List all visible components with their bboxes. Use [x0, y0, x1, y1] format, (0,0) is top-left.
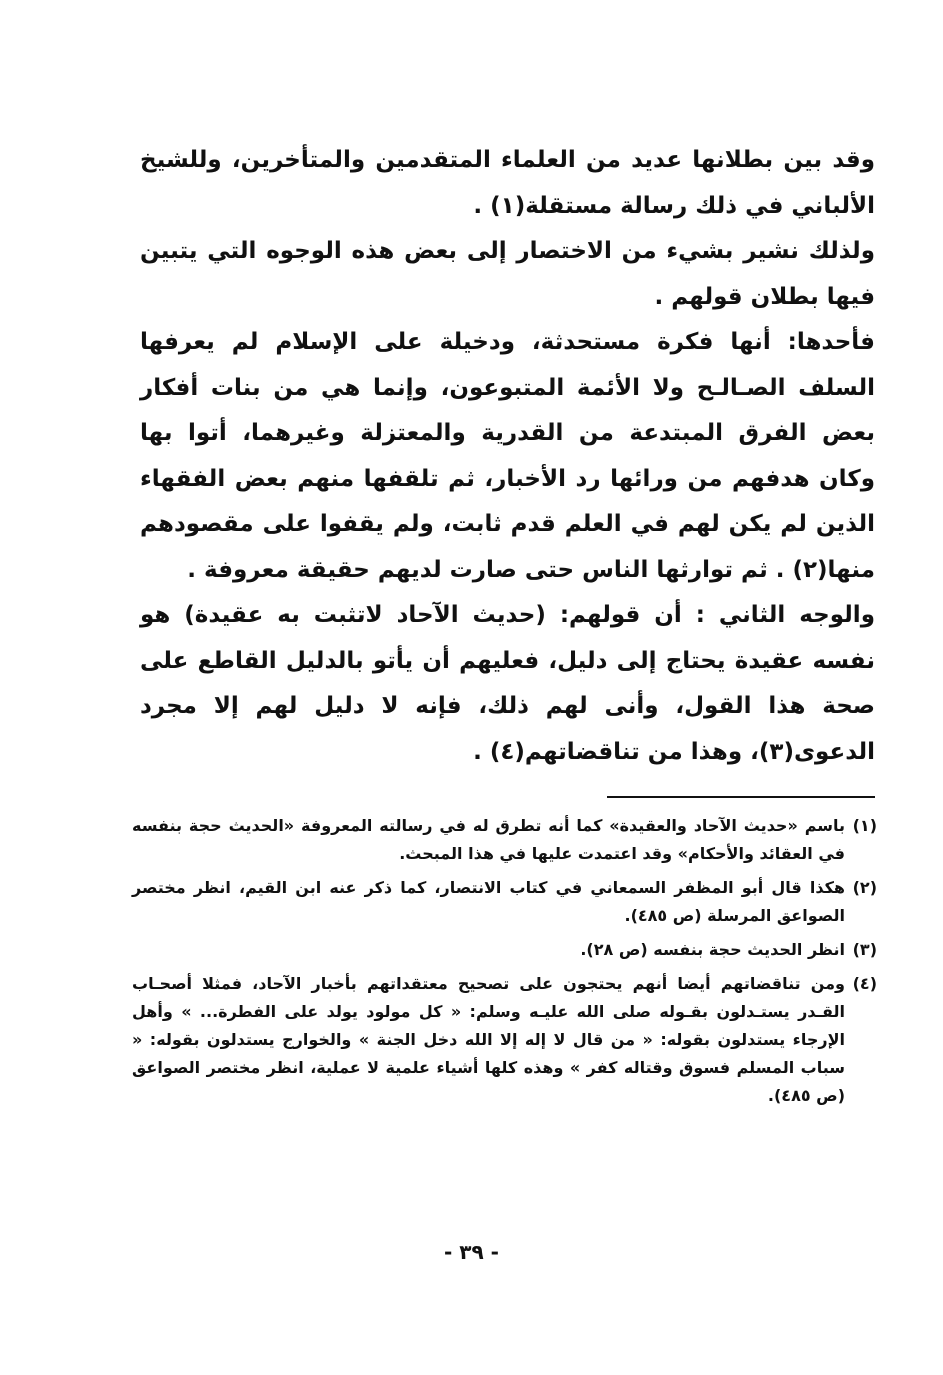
main-text-body — [140, 138, 875, 775]
footnote-text: انظر الحديث حجة بنفسه (ص ٢٨). — [580, 940, 845, 959]
footnote-text: باسم «حديث الآحاد والعقيدة» كما أنه تطرق له في رسالته المعروفة «الحديث حجة بنفسه في العقائد والأحكام» وقد اعتمدت عليها في هذا المبحث. — [132, 816, 845, 863]
footnote-1 — [132, 812, 877, 868]
paragraph-4: والوجه الثاني : أن قولهم: (حديث الآحاد لاتثبت به عقيدة) هو نفسه عقيدة يحتاج إلى دليل، فعليهم أن يأتو بالدليل القاطع على صحة هذا القول، وأنى لهم ذلك، فإنه لا دليل لهم إلا مجرد الدعوى(٣)، وهذا من تناقضاتهم(٤) . — [140, 602, 875, 765]
footnote-number: (٢) — [852, 878, 877, 897]
footnote-4 — [132, 970, 877, 1110]
paragraph-2: ولذلك نشير بشيء من الاختصار إلى بعض هذه الوجوه التي يتبين فيها بطلان قولهم . — [140, 238, 875, 310]
footnote-3 — [132, 936, 877, 964]
paragraph-3: فأحدها: أنها فكرة مستحدثة، ودخيلة على الإسلام لم يعرفها السلف الصـالـح ولا الأئمة المتبوعون، وإنما هي من بنات أفكار بعض الفرق المبتدعة من القدرية والمعتزلة وغيرهما، أتوا بها وكان هدفهم من ورائها رد الأخبار، ثم تلقفها منهم بعض الفقهاء الذين لم يكن لهم في العلم قدم ثابت، ولم يقفوا على مقصودهم منها(٢) . ثم توارثها الناس حتى صارت لديهم حقيقة معروفة . — [140, 329, 875, 583]
footnote-number: (٣) — [852, 940, 877, 959]
paragraph-1: وقد بين بطلانها عديد من العلماء المتقدمين والمتأخرين، وللشيخ الألباني في ذلك رسالة مستقلة(١) . — [140, 147, 875, 219]
footnote-number: (١) — [852, 816, 877, 835]
page-number: - ٣٩ - — [444, 1240, 499, 1264]
footnote-number: (٤) — [852, 974, 877, 993]
footnote-divider — [607, 796, 875, 798]
footnotes-section — [132, 812, 877, 1116]
footnote-text: هكذا قال أبو المظفر السمعاني في كتاب الانتصار، كما ذكر عنه ابن القيم، انظر مختصر الصواعق المرسلة (ص ٤٨٥). — [132, 878, 845, 925]
footnote-2 — [132, 874, 877, 930]
footnote-text: ومن تناقضاتهم أيضا أنهم يحتجون على تصحيح معتقداتهم بأخبار الآحاد، فمثلا أصحـاب القـدر يستـدلون بقـوله صلى الله عليـه وسلم: « كل مولود يولد على الفطرة... » وأهل الإرجاء يستدلون بقوله: « من قال لا إله إلا الله دخل الجنة » والخوارج يستدلون بقوله: « سباب المسلم فسوق وقتاله كفر » وهذه كلها أشياء علمية لا عملية، انظر مختصر الصواعق (ص ٤٨٥). — [132, 974, 845, 1105]
